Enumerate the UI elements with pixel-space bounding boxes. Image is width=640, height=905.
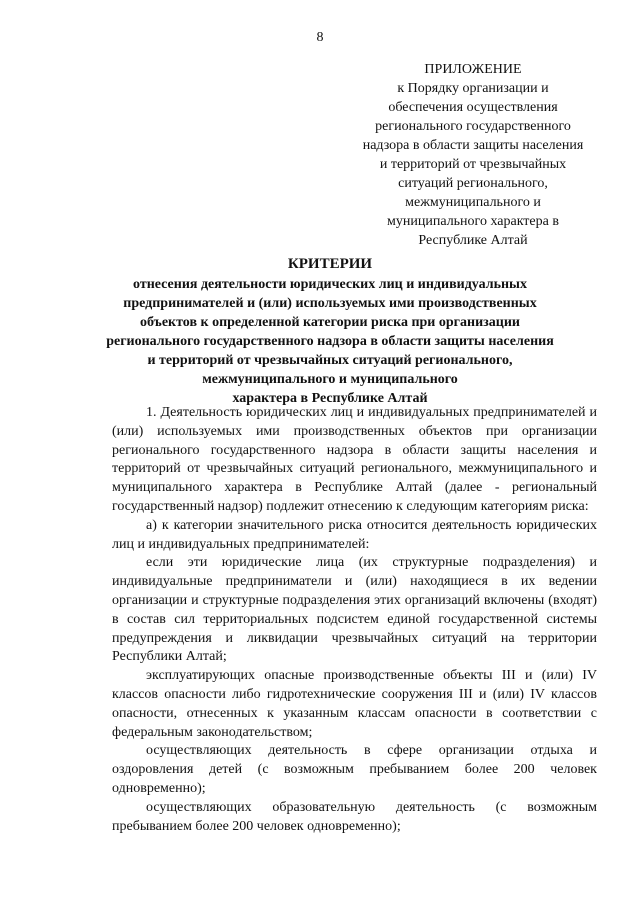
criteria-subtitle-line: межмуниципального и муниципального xyxy=(202,372,458,387)
appendix-line: и территорий от чрезвычайных xyxy=(379,157,567,172)
paragraph-hazardous-facilities: эксплуатирующих опасные производственные объекты III и (или) IV классов опасности либо гидротехнические сооружения III и (или) IV классов опасности, отнесенных к указанным классам опасности в соответствии с федеральным законодательством; xyxy=(112,668,597,740)
criteria-subtitle-line: характера в Республике Алтай xyxy=(232,391,428,406)
paragraph-a: а) к категории значительного риска относится деятельность юридических лиц и индивидуальных предпринимателей: xyxy=(112,517,597,552)
document-body xyxy=(112,404,597,836)
paragraph-civil-defense-forces: если эти юридические лица (их структурные подразделения) и индивидуальные предприниматели и (или) находящиеся в их ведении организации и структурные подразделения этих организаций включены (входят) в состав сил территориальных подсистем единой государственной системы предупреждения и ликвидации чрезвычайных ситуаций на территории Республики Алтай; xyxy=(112,555,597,665)
appendix-line: к Порядку организации и xyxy=(397,81,549,96)
appendix-line: обеспечения осуществления xyxy=(388,100,558,115)
paragraph-education: осуществляющих образовательную деятельность (с возможным пребыванием более 200 человек одновременно); xyxy=(112,799,597,834)
criteria-heading xyxy=(60,255,600,408)
criteria-subtitle-line: и территорий от чрезвычайных ситуаций регионального, xyxy=(147,353,513,368)
criteria-subtitle-line: предпринимателей и (или) используемых ими производственных xyxy=(123,296,537,311)
appendix-line: надзора в области защиты населения xyxy=(362,138,584,153)
appendix-block xyxy=(333,60,613,250)
criteria-subtitle-line: регионального государственного надзора в области защиты населения xyxy=(106,334,554,349)
appendix-line: ситуаций регионального, xyxy=(398,176,548,191)
appendix-line: муниципального характера в xyxy=(387,214,559,229)
appendix-line: межмуниципального и xyxy=(405,195,541,210)
criteria-title: КРИТЕРИИ xyxy=(287,256,373,272)
appendix-line: регионального государственного xyxy=(375,119,571,134)
appendix-title: ПРИЛОЖЕНИЕ xyxy=(424,62,522,77)
criteria-subtitle-line: отнесения деятельности юридических лиц и индивидуальных xyxy=(133,277,527,292)
criteria-subtitle-line: объектов к определенной категории риска при организации xyxy=(140,315,520,330)
appendix-line: Республике Алтай xyxy=(418,233,528,248)
paragraph-children-recreation: осуществляющих деятельность в сфере организации отдыха и оздоровления детей (с возможным пребыванием более 200 человек одновременно); xyxy=(112,743,597,796)
paragraph-1: 1. Деятельность юридических лиц и индивидуальных предпринимателей и (или) используемых ими производственных объектов при организации регионального государственного надзора в области защиты населения и территорий от чрезвычайных ситуаций регионального, межмуниципального и муниципального характера в Республике Алтай (далее - региональный государственный надзор) подлежит отнесению к следующим категориям риска: xyxy=(112,405,597,514)
page-number: 8 xyxy=(316,30,324,45)
